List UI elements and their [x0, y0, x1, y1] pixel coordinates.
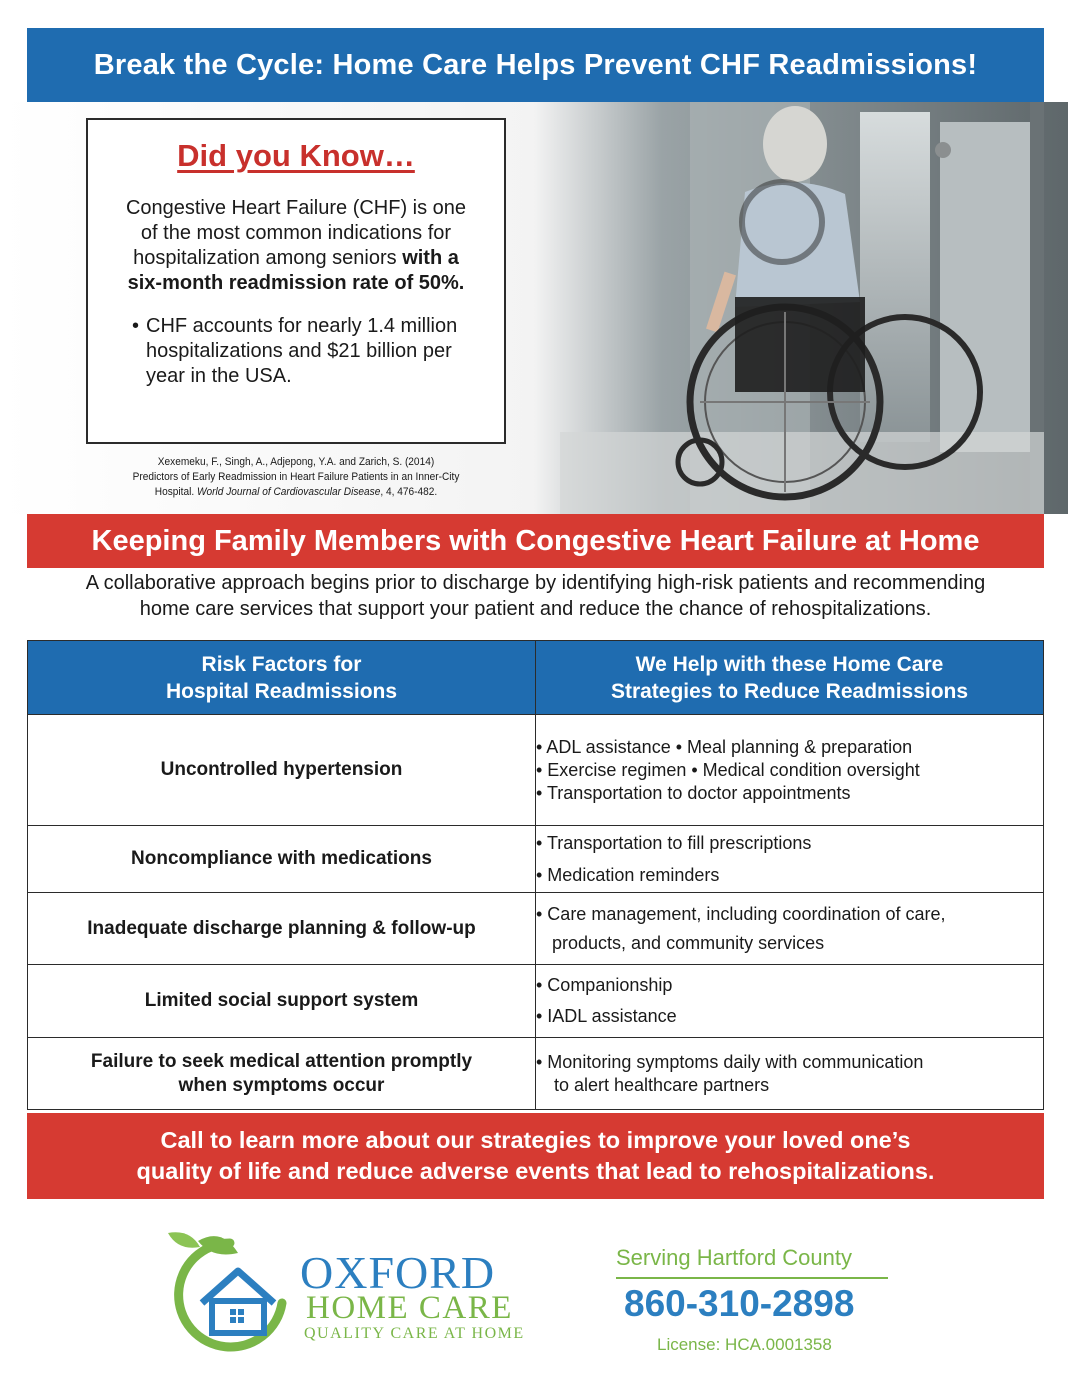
strategy-item: products, and community services [552, 932, 825, 953]
risk-factor [28, 1038, 536, 1110]
header-risk-line-2: Hospital Readmissions [165, 679, 398, 703]
citation [103, 455, 489, 500]
risk-factor-text-2: when symptoms occur [178, 1074, 385, 1096]
citation-journal: World Journal of Cardiovascular Disease [196, 486, 381, 498]
citation-title: Predictors of Early Readmission in Heart Failure Patients in an Inner-City [132, 471, 460, 483]
did-you-know-box [86, 118, 506, 444]
table-row [28, 965, 1044, 1038]
strategy-item: • Companionship [536, 975, 673, 995]
strategy-item: • Medication reminders [536, 865, 720, 885]
section-banner [27, 514, 1044, 568]
service-area: Serving Hartford County [616, 1245, 852, 1270]
did-you-know-title: Did you Know… [177, 138, 415, 173]
risk-factor [28, 715, 536, 826]
strategy-cell [536, 965, 1044, 1038]
strategy-item: to alert healthcare partners [554, 1074, 770, 1095]
brand-subname: HOME CARE [306, 1290, 513, 1326]
strategy-cell [536, 715, 1044, 826]
risk-factor-text: Limited social support system [144, 990, 419, 1011]
citation-source-pre: Hospital. [154, 486, 197, 498]
table-row [28, 715, 1044, 826]
strategy-cell [536, 826, 1044, 893]
table-row [28, 1038, 1044, 1110]
risk-factor [28, 826, 536, 893]
table-row [28, 893, 1044, 965]
intro-line-1: A collaborative approach begins prior to discharge by identifying high-risk patients and recommending [85, 572, 986, 594]
call-to-action-banner [27, 1113, 1044, 1199]
citation-source [103, 485, 489, 500]
risk-factor [28, 965, 536, 1038]
section-title: Keeping Family Members with Congestive Heart Failure at Home [91, 524, 980, 557]
risk-factor [28, 893, 536, 965]
table-header-row [28, 641, 1044, 715]
cta-line-2: quality of life and reduce adverse events that lead to rehospitalizations. [136, 1158, 935, 1184]
strategy-item: • Exercise regimen • Medical condition oversight [536, 759, 920, 780]
oxford-logo-icon [160, 1225, 300, 1360]
header-banner [27, 28, 1044, 102]
divider [616, 1277, 888, 1279]
citation-authors: Xexemeku, F., Singh, A., Adjepong, Y.A. and Zarich, S. (2014) [157, 456, 435, 468]
risk-strategies-table [27, 640, 1044, 1110]
brand-tagline: QUALITY CARE AT HOME [304, 1325, 525, 1342]
strategy-cell [536, 1038, 1044, 1110]
cta-line-1: Call to learn more about our strategies to improve your loved one’s [160, 1127, 911, 1153]
table-row [28, 826, 1044, 893]
did-you-know-text-plain: Congestive Heart Failure (CHF) is one of the most common indications for hospitalization among seniors [125, 197, 467, 269]
header-strategies-line-1: We Help with these Home Care [635, 652, 944, 676]
strategy-item: • Transportation to doctor appointments [536, 782, 851, 803]
strategy-cell [536, 893, 1044, 965]
strategy-item: • IADL assistance [536, 1006, 677, 1026]
intro-text [27, 570, 1044, 622]
header-strategies-line-2: Strategies to Reduce Readmissions [610, 679, 969, 703]
did-you-know-bullet: • CHF accounts for nearly 1.4 million hospitalizations and $21 billion per year in the USA. [146, 314, 464, 389]
did-you-know-text-bold: with a six-month readmission rate of 50%. [127, 247, 465, 294]
risk-factor-text: Inadequate discharge planning & follow-up [87, 917, 476, 939]
citation-volume: , 4, 476-482. [380, 486, 438, 498]
strategy-item: • Care management, including coordination of care, [536, 903, 946, 924]
risk-factor-text: Noncompliance with medications [131, 848, 432, 869]
header-strategies [536, 641, 1044, 715]
intro-line-2: home care services that support your patient and reduce the chance of rehospitalizations. [139, 598, 932, 620]
strategy-item: • ADL assistance • Meal planning & preparation [536, 736, 913, 757]
header-title: Break the Cycle: Home Care Helps Prevent CHF Readmissions! [93, 48, 978, 81]
brand-name: OXFORD [300, 1247, 496, 1298]
strategy-item: • Monitoring symptoms daily with communication [536, 1051, 924, 1072]
did-you-know-text [124, 196, 468, 296]
phone-number[interactable]: 860-310-2898 [624, 1283, 855, 1324]
license-number: License: HCA.0001358 [657, 1335, 832, 1354]
risk-factor-text: Uncontrolled hypertension [160, 759, 403, 780]
risk-factor-text: Failure to seek medical attention promptly [90, 1050, 473, 1072]
header-risk-line-1: Risk Factors for [201, 652, 362, 676]
strategy-item: • Transportation to fill prescriptions [536, 833, 812, 853]
header-risk-factors [28, 641, 536, 715]
